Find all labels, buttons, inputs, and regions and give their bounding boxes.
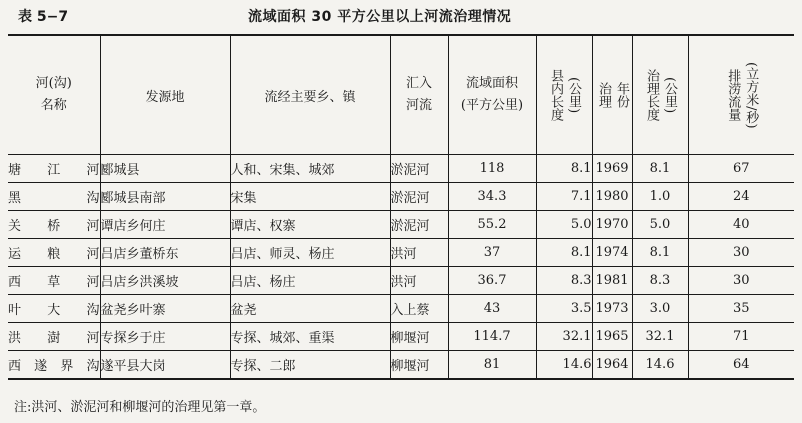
table-caption <box>8 4 794 28</box>
river-name-cell: 运粮河 <box>8 239 100 267</box>
towns-cell: 人和、宋集、城郊 <box>230 155 390 183</box>
river-name-cell: 关桥河 <box>8 211 100 239</box>
outlet-cell: 柳堰河 <box>390 351 448 380</box>
header-basin-area: 流域面积 (平方公里) <box>448 35 536 155</box>
outlet-cell: 柳堰河 <box>390 323 448 351</box>
basin-area-cell: 118 <box>448 155 536 183</box>
table-row <box>8 239 794 267</box>
treat-length-cell: 8.3 <box>632 267 688 295</box>
river-name-cell: 西草河 <box>8 267 100 295</box>
drainage-flow-cell: 30 <box>688 239 794 267</box>
towns-cell: 专探、城郊、重渠 <box>230 323 390 351</box>
header-source: 发源地 <box>100 35 230 155</box>
footnote: 注:洪河、淤泥河和柳堰河的治理见第一章。 <box>14 400 266 415</box>
table-row <box>8 267 794 295</box>
river-name-cell: 叶大沟 <box>8 295 100 323</box>
drainage-flow-cell: 64 <box>688 351 794 380</box>
towns-cell: 吕店、杨庄 <box>230 267 390 295</box>
table-row <box>8 323 794 351</box>
treat-length-cell: 3.0 <box>632 295 688 323</box>
river-treatment-table <box>8 34 794 380</box>
header-county-length: 县内长度 (公里) <box>536 35 592 155</box>
outlet-cell: 入上蔡 <box>390 295 448 323</box>
drainage-flow-cell: 40 <box>688 211 794 239</box>
treat-year-cell: 1964 <box>592 351 632 380</box>
table-row <box>8 295 794 323</box>
treat-year-cell: 1981 <box>592 267 632 295</box>
source-cell: 郾城县 <box>100 155 230 183</box>
county-length-cell: 5.0 <box>536 211 592 239</box>
outlet-cell: 洪河 <box>390 239 448 267</box>
table-row <box>8 183 794 211</box>
treat-year-cell: 1973 <box>592 295 632 323</box>
outlet-cell: 淤泥河 <box>390 155 448 183</box>
drainage-flow-cell: 67 <box>688 155 794 183</box>
county-length-cell: 7.1 <box>536 183 592 211</box>
treat-year-cell: 1974 <box>592 239 632 267</box>
basin-area-cell: 43 <box>448 295 536 323</box>
header-drainage-flow: 排涝流量 (立方米/秒) <box>688 35 794 155</box>
basin-area-cell: 37 <box>448 239 536 267</box>
header-outlet: 汇入 河流 <box>390 35 448 155</box>
river-name-cell: 西遂界沟 <box>8 351 100 380</box>
outlet-cell: 洪河 <box>390 267 448 295</box>
header-name: 河(沟) 名称 <box>8 35 100 155</box>
treat-year-cell: 1969 <box>592 155 632 183</box>
treat-year-cell: 1980 <box>592 183 632 211</box>
basin-area-cell: 114.7 <box>448 323 536 351</box>
table-row <box>8 155 794 183</box>
towns-cell: 宋集 <box>230 183 390 211</box>
drainage-flow-cell: 24 <box>688 183 794 211</box>
source-cell: 盆尧乡叶寨 <box>100 295 230 323</box>
table-row <box>8 351 794 380</box>
header-treat-year: 治理 年份 <box>592 35 632 155</box>
outlet-cell: 淤泥河 <box>390 183 448 211</box>
source-cell: 郾城县南部 <box>100 183 230 211</box>
towns-cell: 专探、二郎 <box>230 351 390 380</box>
county-length-cell: 8.3 <box>536 267 592 295</box>
header-row <box>8 35 794 155</box>
river-name-cell: 黑沟 <box>8 183 100 211</box>
treat-year-cell: 1965 <box>592 323 632 351</box>
towns-cell: 盆尧 <box>230 295 390 323</box>
county-length-cell: 8.1 <box>536 155 592 183</box>
header-towns: 流经主要乡、镇 <box>230 35 390 155</box>
county-length-cell: 32.1 <box>536 323 592 351</box>
basin-area-cell: 34.3 <box>448 183 536 211</box>
outlet-cell: 淤泥河 <box>390 211 448 239</box>
source-cell: 谭店乡何庄 <box>100 211 230 239</box>
river-name-cell: 塘江河 <box>8 155 100 183</box>
drainage-flow-cell: 30 <box>688 267 794 295</box>
treat-length-cell: 5.0 <box>632 211 688 239</box>
source-cell: 遂平县大岗 <box>100 351 230 380</box>
source-cell: 吕店乡洪溪坡 <box>100 267 230 295</box>
table-title: 流域面积 30 平方公里以上河流治理情况 <box>248 9 512 25</box>
treat-length-cell: 8.1 <box>632 155 688 183</box>
drainage-flow-cell: 71 <box>688 323 794 351</box>
treat-length-cell: 8.1 <box>632 239 688 267</box>
county-length-cell: 8.1 <box>536 239 592 267</box>
towns-cell: 谭店、权寨 <box>230 211 390 239</box>
treat-year-cell: 1970 <box>592 211 632 239</box>
table-number: 表 5−7 <box>18 9 69 25</box>
source-cell: 专探乡于庄 <box>100 323 230 351</box>
river-name-cell: 洪澍河 <box>8 323 100 351</box>
table-row <box>8 211 794 239</box>
basin-area-cell: 81 <box>448 351 536 380</box>
basin-area-cell: 36.7 <box>448 267 536 295</box>
drainage-flow-cell: 35 <box>688 295 794 323</box>
treat-length-cell: 32.1 <box>632 323 688 351</box>
basin-area-cell: 55.2 <box>448 211 536 239</box>
county-length-cell: 14.6 <box>536 351 592 380</box>
treat-length-cell: 14.6 <box>632 351 688 380</box>
source-cell: 吕店乡董桥东 <box>100 239 230 267</box>
county-length-cell: 3.5 <box>536 295 592 323</box>
towns-cell: 吕店、师灵、杨庄 <box>230 239 390 267</box>
treat-length-cell: 1.0 <box>632 183 688 211</box>
header-treat-length: 治理长度 (公里) <box>632 35 688 155</box>
